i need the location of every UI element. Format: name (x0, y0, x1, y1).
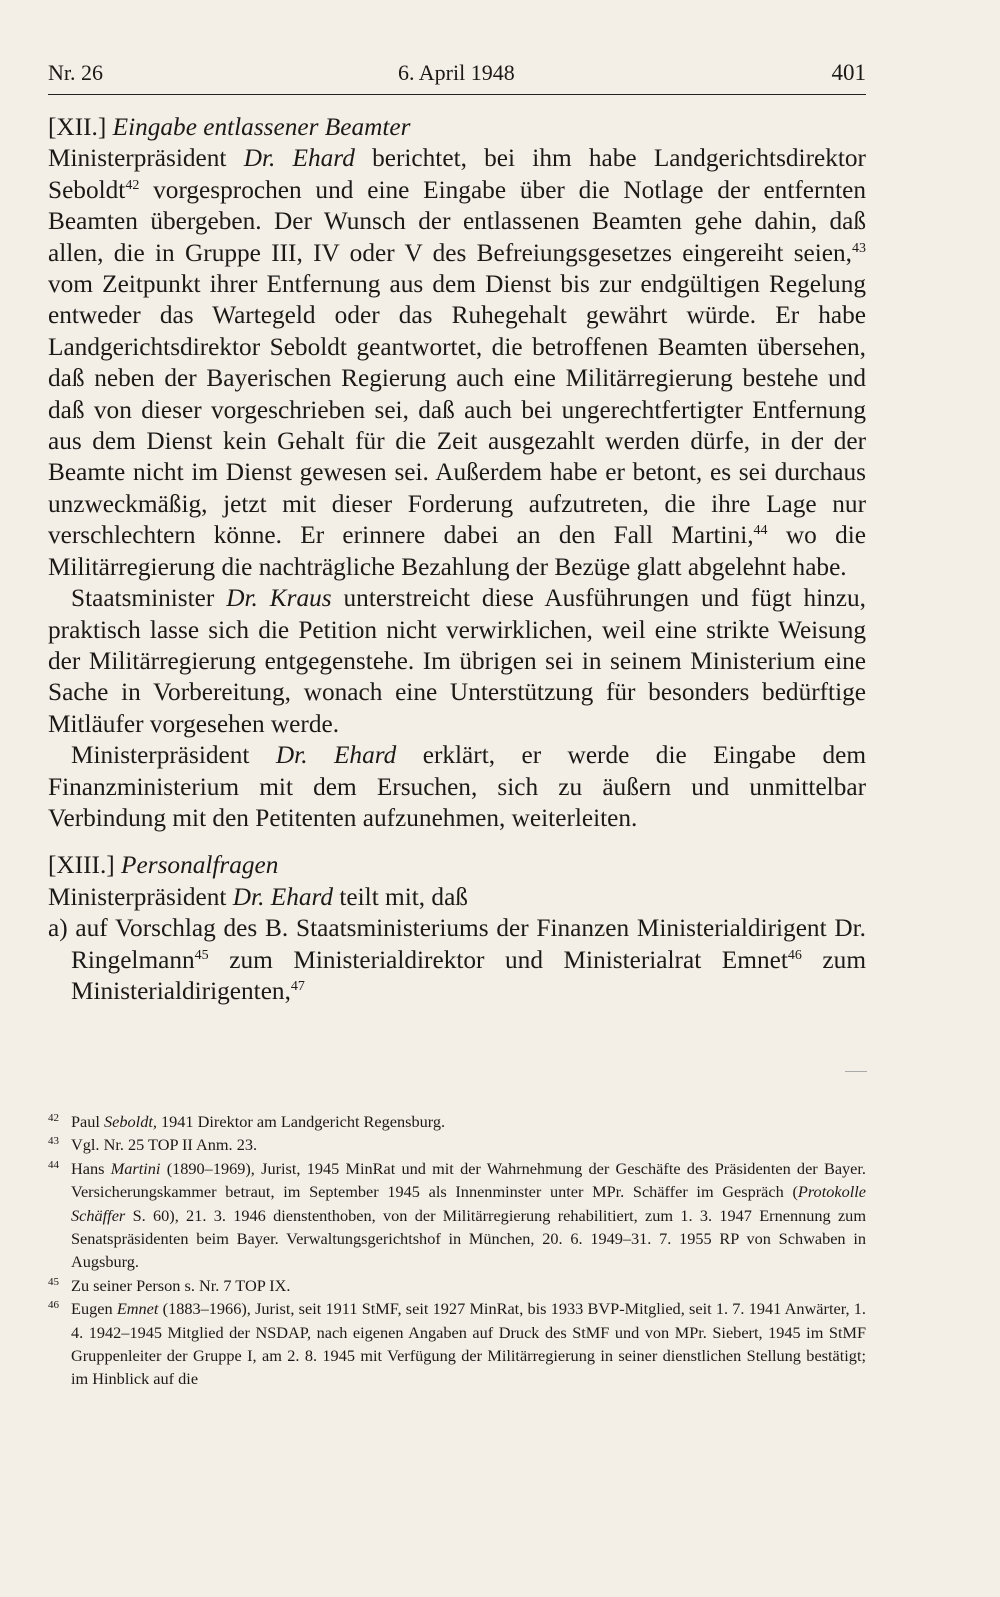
heading-title: Eingabe entlassener Beamter (112, 113, 411, 141)
text-run: a) auf Vorschlag des B. Staatsministeriums der Finanzen Ministerialdirigent Dr. Ringelmann (48, 914, 866, 974)
text-run: vorgesprochen und eine Eingabe über die Notlage der entfernten Beamten übergeben. Der Wunsch der entlassenen Beamten gehe dahin, daß allen, die in Gruppe III, IV oder V des Befreiungsgesetzes eingereiht seien, (48, 175, 866, 267)
page-number: 401 (831, 60, 866, 85)
title-run: Dr. (275, 741, 308, 770)
text-run: Ministerpräsident (48, 144, 244, 173)
section-heading-xiii (48, 850, 866, 881)
list-item-a (48, 913, 866, 1007)
footnote-46 (48, 1297, 866, 1391)
footnote-ref: 42 (125, 177, 140, 193)
footnote-ref: 44 (753, 523, 768, 539)
text-run: Paul (71, 1112, 105, 1131)
person-name: Martini (110, 1158, 161, 1178)
text-run: zum Ministerialdirektor und Ministerialrat Emnet (208, 945, 788, 974)
footnotes (48, 1110, 866, 1391)
text-run: Ministerpräsident (48, 882, 233, 911)
footnote-ref: 45 (194, 947, 209, 963)
footnote-42 (48, 1110, 866, 1133)
text-run: vom Zeitpunkt ihrer Entfernung aus dem Dienst bis zur endgültigen Regelung entweder das Wartegeld oder das Ruhegehalt gewährt würde. Er habe Landgerichtsdirektor Seboldt geantwortet, die betroffenen Beamten übersehen, daß neben der Bayerischen Regierung auch eine Militärregierung bestehe und daß von dieser vorgeschrieben sei, daß auch bei ungerechtfertigter Entfernung aus dem Dienst kein Gehalt für die Zeit ausgezahlt werden dürfe, in der der Beamte nicht im Dienst gewesen sei. Außerdem habe er betont, es sei durchaus unzweckmäßig, jetzt mit dieser Forderung aufzutreten, die ihre Lage nur verschlechtern könne. Er erinnere dabei an den Fall Martini, (48, 270, 866, 550)
person-name: Emnet (116, 1299, 159, 1319)
text-run: Zu seiner Person s. Nr. 7 TOP IX. (71, 1275, 291, 1295)
text-run: Vgl. Nr. 25 TOP II Anm. 23. (71, 1135, 258, 1155)
header-rule (48, 94, 866, 95)
header-number: Nr. 26 (48, 60, 103, 85)
footnote-ref: 47 (290, 978, 305, 994)
title-run: Dr. (232, 882, 265, 911)
text-run: wo die Militärregierung die nachträgliche Bezahlung der Bezüge glatt abgelehnt habe. (48, 521, 866, 581)
text-run: zum Ministerialdirigenten, (71, 945, 866, 1005)
text-run: (1890–1969), Jurist, 1945 MinRat und mit der Wahrnehmung der Geschäfte des Präsidenten der Bayer. Versicherungskammer betraut, im September 1945 als Innenminster unter MPr. Schäffer im Gespräch ( (71, 1158, 867, 1202)
paragraph (48, 882, 866, 913)
heading-number: [XII.] (48, 113, 107, 141)
section-heading-xii (48, 112, 866, 143)
heading-title: Personalfragen (121, 851, 279, 880)
footnote-44 (48, 1157, 866, 1274)
text-run: 1941 Direktor am Landgericht Regensburg. (156, 1112, 446, 1131)
paragraph (48, 583, 866, 740)
text-run: Staatsminister (71, 584, 227, 613)
header-date: 6. April 1948 (398, 60, 515, 85)
person-name: Seboldt, (104, 1112, 157, 1131)
footnote-number: 42 (48, 1112, 59, 1124)
main-text (48, 112, 866, 1007)
section-gap (48, 834, 866, 850)
footnote-number: 44 (48, 1158, 59, 1171)
paragraph (48, 143, 866, 583)
footnote-ref: 46 (787, 947, 802, 963)
footnote-number: 46 (48, 1299, 59, 1312)
footnote-ref: 43 (852, 240, 866, 256)
title-run: Dr. (243, 144, 276, 173)
paragraph (48, 740, 866, 834)
text-run: berichtet, bei ihm habe Landgerichtsdirektor Seboldt (48, 144, 866, 204)
footnote-rule (845, 1071, 867, 1072)
text-run: S. 60), 21. 3. 1946 dienstenthoben, von der Militärregierung rehabilitiert, zum 1. 3. 1947 Ernennung zum Senatspräsidenten beim Bayer. Verwaltungsgerichtshof in München, 20. 6. 1949–31. 7. 1955 RP von Schwaben in Augsburg. (71, 1205, 866, 1272)
person-name: Kraus (257, 584, 332, 613)
footnote-45 (48, 1274, 866, 1297)
person-name: Ehard (264, 882, 334, 911)
text-run: erklärt, er werde die Eingabe dem Finanzministerium mit dem Ersuchen, sich zu äußern und unmittelbar Verbindung mit den Petitenten aufzunehmen, weiterleiten. (48, 741, 866, 832)
text-run: Ministerpräsident (71, 741, 276, 770)
text-run: unterstreicht diese Ausführungen und fügt hinzu, praktisch lasse sich die Petition nicht verwirklichen, weil eine strikte Weisung der Militärregierung entgegenstehe. Im übrigen sei in seinem Ministerium eine Sache in Vorbereitung, wonach eine Unterstützung für besonders bedürftige Mitläufer vorgesehen werde. (48, 584, 866, 738)
heading-number: [XIII.] (48, 851, 115, 880)
running-header (48, 52, 866, 92)
person-name: Ehard (275, 144, 355, 173)
title-run: Dr. (226, 584, 258, 613)
source-title: Protokolle Schäffer (71, 1182, 866, 1225)
text-run: Eugen (71, 1299, 117, 1319)
footnote-number: 45 (48, 1275, 59, 1288)
person-name: Ehard (307, 741, 397, 770)
footnote-43 (48, 1133, 866, 1156)
text-run: Hans (71, 1158, 111, 1178)
text-run: teilt mit, daß (333, 882, 468, 911)
footnote-number: 43 (48, 1135, 59, 1148)
text-run: (1883–1966), Jurist, seit 1911 StMF, seit 1927 MinRat, bis 1933 BVP-Mitglied, seit 1. 7. 1941 Anwärter, 1. 4. 1942–1945 Mitglied der NSDAP, nach eigenen Angaben auf Druck des StMF und von MPr. Siebert, 1945 im StMF Gruppenleiter der Gruppe I, am 2. 8. 1945 mit Verfügung der Militärregierung in seiner dienstlichen Stellung bestätigt; im Hinblick auf die (71, 1299, 866, 1389)
